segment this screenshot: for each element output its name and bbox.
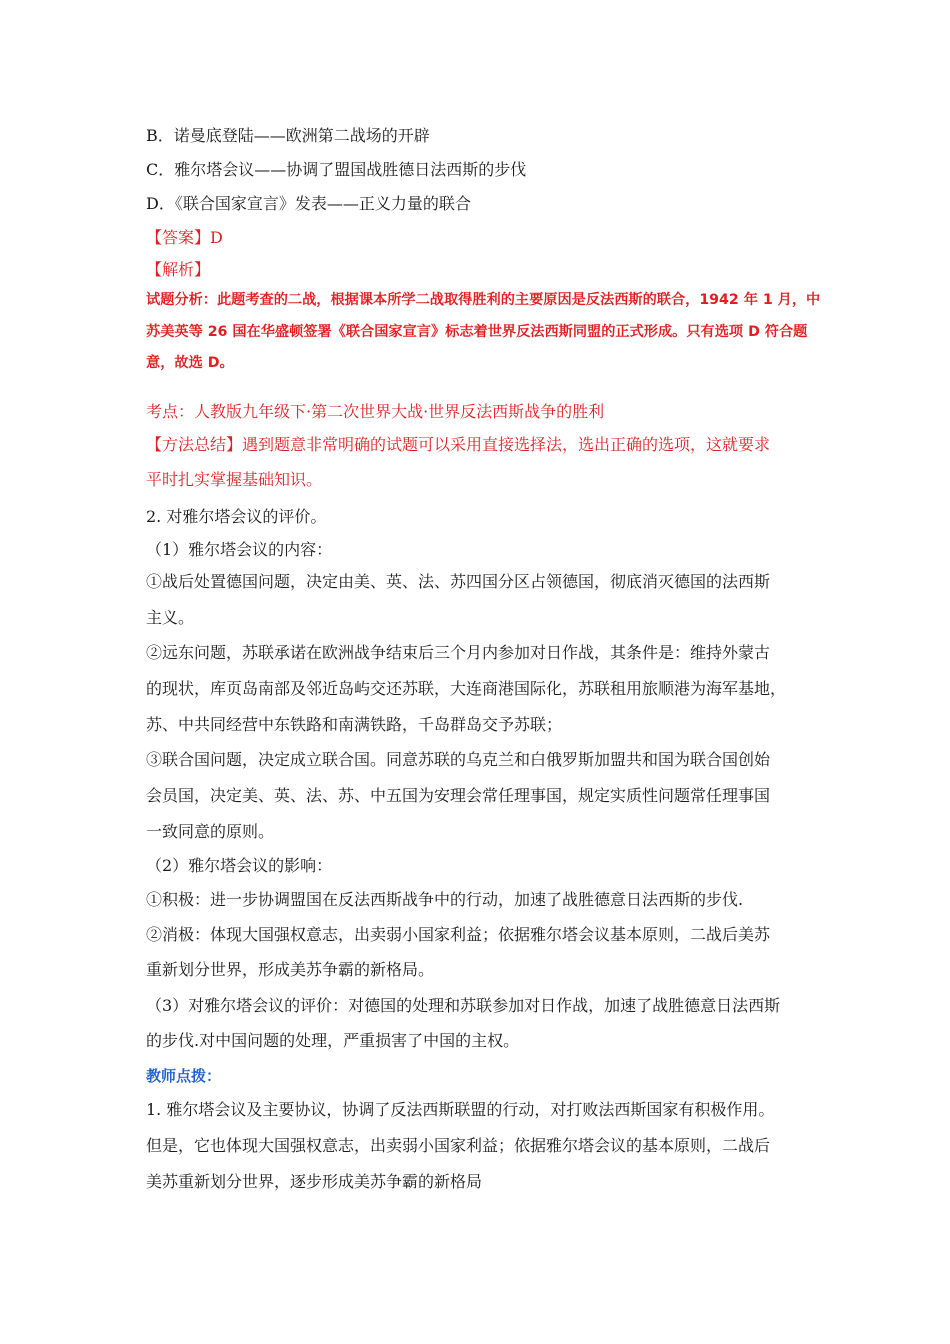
content-item-1-line-1: ①战后处置德国问题，决定由美、英、法、苏四国分区占领德国，彻底消灭德国的法西斯 xyxy=(146,572,771,591)
method-line-1: 【方法总结】遇到题意非常明确的试题可以采用直接选择法，选出正确的选项，这就要求 xyxy=(146,435,771,454)
subheading-impact: （2）雅尔塔会议的影响： xyxy=(146,856,333,875)
analysis-line-3: 意，故选 D。 xyxy=(146,355,234,371)
content-item-3-line-1: ③联合国问题，决定成立联合国。同意苏联的乌克兰和白俄罗斯加盟共和国为联合国创始 xyxy=(146,750,771,769)
evaluation-line-2: 的步伐.对中国问题的处理，严重损害了中国的主权。 xyxy=(146,1031,520,1050)
teacher-tips-line-3: 美苏重新划分世界，逐步形成美苏争霸的新格局 xyxy=(146,1172,483,1191)
teacher-tips-line-1: 1. 雅尔塔会议及主要协议，协调了反法西斯联盟的行动，对打败法西斯国家有积极作用。 xyxy=(146,1100,775,1119)
analysis-line-2: 苏美英等 26 国在华盛顿签署《联合国家宣言》标志着世界反法西斯同盟的正式形成。只有选项 D 符合题 xyxy=(146,324,808,340)
content-item-2-line-1: ②远东问题，苏联承诺在欧洲战争结束后三个月内参加对日作战，其条件是：维持外蒙古 xyxy=(146,643,771,662)
content-item-3-line-3: 一致同意的原则。 xyxy=(146,822,275,841)
subheading-content: （1）雅尔塔会议的内容： xyxy=(146,540,333,559)
method-line-2: 平时扎实掌握基础知识。 xyxy=(146,470,323,489)
content-item-1-line-2: 主义。 xyxy=(146,608,195,627)
impact-negative-line-1: ②消极：体现大国强权意志，出卖弱小国家利益；依据雅尔塔会议基本原则，二战后美苏 xyxy=(146,925,771,944)
teacher-tips-title: 教师点拨： xyxy=(146,1067,222,1085)
content-item-2-line-3: 苏、中共同经营中东铁路和南满铁路，千岛群岛交予苏联； xyxy=(146,715,563,734)
answer-tag: 【答案】 xyxy=(146,228,211,247)
impact-negative-line-2: 重新划分世界，形成美苏争霸的新格局。 xyxy=(146,960,435,979)
content-item-3-line-2: 会员国，决定美、英、法、苏、中五国为安理会常任理事国，规定实质性问题常任理事国 xyxy=(146,786,771,805)
section-2-title: 2. 对雅尔塔会议的评价。 xyxy=(146,507,327,526)
answer-line xyxy=(146,228,223,248)
content-item-2-line-2: 的现状，库页岛南部及邻近岛屿交还苏联，大连商港国际化，苏联租用旅顺港为海军基地， xyxy=(146,679,787,698)
option-b: B．诺曼底登陆——欧洲第二战场的开辟 xyxy=(146,126,430,145)
impact-positive: ①积极：进一步协调盟国在反法西斯战争中的行动，加速了战胜德意日法西斯的步伐. xyxy=(146,890,744,909)
evaluation-line-1: （3）对雅尔塔会议的评价：对德国的处理和苏联参加对日作战，加速了战胜德意日法西斯 xyxy=(146,996,781,1015)
analysis-line-1: 试题分析：此题考查的二战，根据课本所学二战取得胜利的主要原因是反法西斯的联合，1942 年 1 月，中 xyxy=(146,292,821,308)
answer-value: D xyxy=(210,228,223,247)
option-c: C．雅尔塔会议——协调了盟国战胜德日法西斯的步伐 xyxy=(146,160,527,179)
analysis-tag: 【解析】 xyxy=(146,260,211,279)
teacher-tips-line-2: 但是，它也体现大国强权意志，出卖弱小国家利益；依据雅尔塔会议的基本原则，二战后 xyxy=(146,1136,771,1155)
option-d: D．《联合国家宣言》发表——正义力量的联合 xyxy=(146,194,471,213)
kaodian-line: 考点：人教版九年级下·第二次世界大战·世界反法西斯战争的胜利 xyxy=(146,402,605,421)
